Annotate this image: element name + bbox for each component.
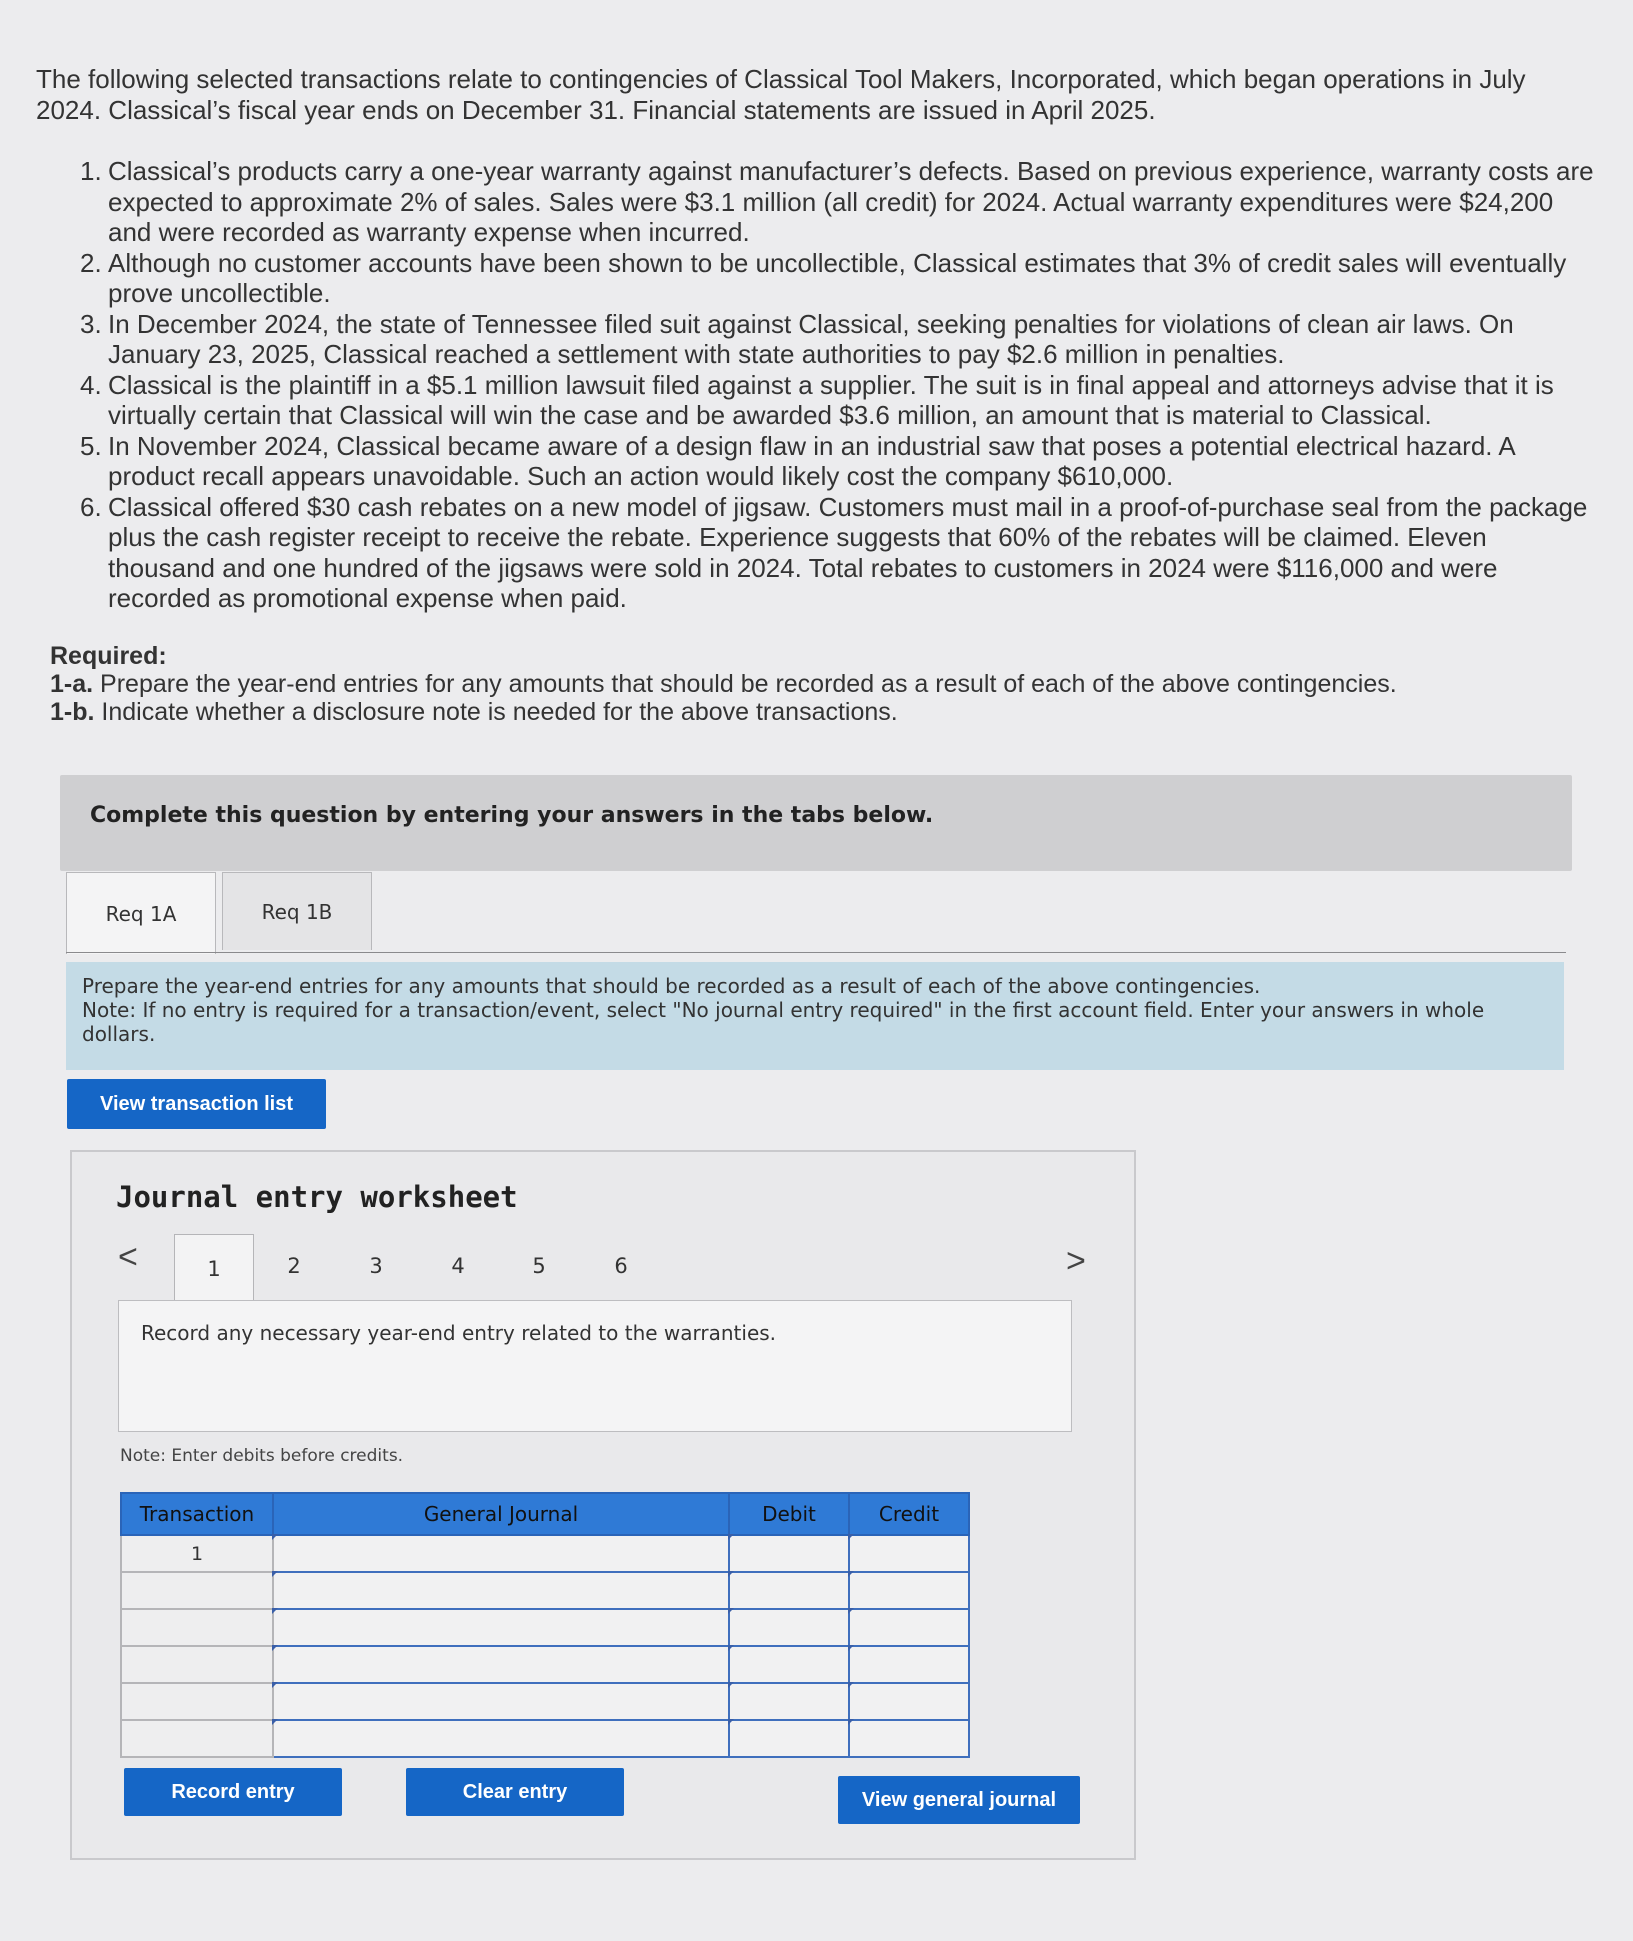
transaction-cell — [121, 1646, 273, 1683]
column-header-general-journal: General Journal — [273, 1493, 729, 1535]
instruction-banner-text: Complete this question by entering your answers in the tabs below. — [90, 803, 934, 828]
transaction-list — [80, 156, 1596, 614]
table-row — [121, 1683, 969, 1720]
cell-marker-icon — [728, 1682, 734, 1688]
cell-marker-icon — [272, 1608, 278, 1614]
tab-entry-4[interactable]: 4 — [451, 1254, 465, 1278]
tab-entry-2[interactable]: 2 — [287, 1254, 301, 1278]
credit-input[interactable] — [849, 1572, 969, 1609]
tab-entry-1[interactable]: 1 — [174, 1234, 254, 1302]
transaction-cell — [121, 1609, 273, 1646]
transaction-cell: 1 — [121, 1535, 273, 1572]
cell-marker-icon — [272, 1682, 278, 1688]
list-item: 6. Classical offered $30 cash rebates on a new model of jigsaw. Customers must mail in a proof-of-purchase seal from the package plus the cash register receipt to receive the rebate. Experience suggests that 60% of the rebates will be claimed. Eleven thousand and one hundred of the jigsaws were sold in 2024. Total rebates to customers in 2024 were $116,000 and were recorded as promotional expense when paid. — [80, 491, 1588, 613]
list-item: 2. Although no customer accounts have been shown to be uncollectible, Classical estimates that 3% of credit sales will eventually prove uncollectible. — [80, 247, 1567, 308]
table-row — [121, 1572, 969, 1609]
column-header-credit: Credit — [849, 1493, 969, 1535]
problem-text — [36, 64, 1596, 614]
cell-marker-icon — [848, 1571, 854, 1577]
instruction-note: Note: If no entry is required for a transaction/event, select "No journal entry required" in the first account field. Enter your answers in whole dollars. — [82, 998, 1485, 1046]
debit-input[interactable] — [729, 1720, 849, 1757]
table-row — [121, 1646, 969, 1683]
account-input[interactable] — [273, 1683, 729, 1720]
credit-input[interactable] — [849, 1609, 969, 1646]
requirement-tabs — [66, 872, 1566, 952]
tab-req-1b[interactable]: Req 1B — [222, 872, 372, 950]
list-item: 5. In November 2024, Classical became aware of a design flaw in an industrial saw that poses a potential electrical hazard. A product recall appears unavoidable. Such an action would likely cost the company $610,000. — [80, 430, 1515, 491]
credit-input[interactable] — [849, 1720, 969, 1757]
debit-credit-note: Note: Enter debits before credits. — [120, 1446, 404, 1466]
credit-input[interactable] — [849, 1683, 969, 1720]
table-row — [121, 1535, 969, 1572]
credit-input[interactable] — [849, 1646, 969, 1683]
cell-marker-icon — [728, 1571, 734, 1577]
required-section — [50, 642, 1570, 726]
cell-marker-icon — [272, 1645, 278, 1651]
view-transaction-list-button[interactable]: View transaction list — [67, 1079, 326, 1129]
transaction-cell — [121, 1683, 273, 1720]
debit-input[interactable] — [729, 1683, 849, 1720]
debit-input[interactable] — [729, 1646, 849, 1683]
tab-instructions — [66, 962, 1564, 1070]
table-header-row — [121, 1493, 969, 1535]
cell-marker-icon — [728, 1645, 734, 1651]
tab-entry-5[interactable]: 5 — [532, 1254, 546, 1278]
credit-input[interactable] — [849, 1535, 969, 1572]
required-item-1b: 1-b. Indicate whether a disclosure note is needed for the above transactions. — [50, 698, 898, 726]
column-header-transaction: Transaction — [121, 1493, 273, 1535]
cell-marker-icon — [272, 1534, 278, 1540]
list-item: 4. Classical is the plaintiff in a $5.1 million lawsuit filed against a supplier. The suit is in final appeal and attorneys advise that it is virtually certain that Classical will win the case and be awarded $3.6 million, an amount that is material to Classical. — [80, 369, 1554, 430]
account-input[interactable] — [273, 1535, 729, 1572]
debit-input[interactable] — [729, 1609, 849, 1646]
cell-marker-icon — [272, 1719, 278, 1725]
instruction-banner — [60, 775, 1572, 871]
account-input[interactable] — [273, 1646, 729, 1683]
tab-divider — [66, 952, 1566, 953]
worksheet-title: Journal entry worksheet — [116, 1180, 518, 1214]
clear-entry-button[interactable]: Clear entry — [406, 1768, 624, 1816]
transaction-cell — [121, 1572, 273, 1609]
table-row — [121, 1720, 969, 1757]
record-entry-button[interactable]: Record entry — [124, 1768, 342, 1816]
cell-marker-icon — [848, 1608, 854, 1614]
required-heading: Required: — [50, 642, 167, 670]
transaction-cell — [121, 1720, 273, 1757]
cell-marker-icon — [848, 1645, 854, 1651]
instruction-line: Prepare the year-end entries for any amounts that should be recorded as a result of each of the above contingencies. — [82, 974, 1261, 998]
cell-marker-icon — [728, 1534, 734, 1540]
tab-req-1a[interactable]: Req 1A — [66, 872, 216, 954]
tab-entry-3[interactable]: 3 — [369, 1254, 383, 1278]
view-general-journal-button[interactable]: View general journal — [838, 1776, 1080, 1824]
account-input[interactable] — [273, 1609, 729, 1646]
debit-input[interactable] — [729, 1572, 849, 1609]
table-row — [121, 1609, 969, 1646]
journal-table — [120, 1492, 970, 1758]
tab-entry-6[interactable]: 6 — [614, 1254, 628, 1278]
entry-description-box — [118, 1300, 1072, 1432]
cell-marker-icon — [848, 1719, 854, 1725]
list-item: 1. Classical’s products carry a one-year warranty against manufacturer’s defects. Based on previous experience, warranty costs are expected to approximate 2% of sales. Sales were $3.1 million (all credit) for 2024. Actual warranty expenditures were $24,200 and were recorded as warranty expense when incurred. — [80, 156, 1594, 247]
cell-marker-icon — [272, 1571, 278, 1577]
required-item-1a: 1-a. Prepare the year-end entries for any amounts that should be recorded as a result of each of the above contingencies. — [50, 670, 1397, 698]
journal-entry-worksheet — [70, 1150, 1136, 1860]
cell-marker-icon — [848, 1534, 854, 1540]
entry-description: Record any necessary year-end entry related to the warranties. — [141, 1321, 777, 1345]
account-input[interactable] — [273, 1720, 729, 1757]
list-item: 3. In December 2024, the state of Tennessee filed suit against Classical, seeking penalties for violations of clean air laws. On January 23, 2025, Classical reached a settlement with state authorities to pay $2.6 million in penalties. — [80, 308, 1514, 369]
cell-marker-icon — [728, 1719, 734, 1725]
column-header-debit: Debit — [729, 1493, 849, 1535]
chevron-left-icon[interactable]: < — [118, 1238, 138, 1276]
account-input[interactable] — [273, 1572, 729, 1609]
cell-marker-icon — [848, 1682, 854, 1688]
chevron-right-icon[interactable]: > — [1066, 1242, 1086, 1280]
cell-marker-icon — [728, 1608, 734, 1614]
intro-paragraph: The following selected transactions relate to contingencies of Classical Tool Makers, Incorporated, which began operations in July 2024. Classical’s fiscal year ends on December 31. Financial statements are issued in April 2025. — [36, 64, 1526, 125]
debit-input[interactable] — [729, 1535, 849, 1572]
